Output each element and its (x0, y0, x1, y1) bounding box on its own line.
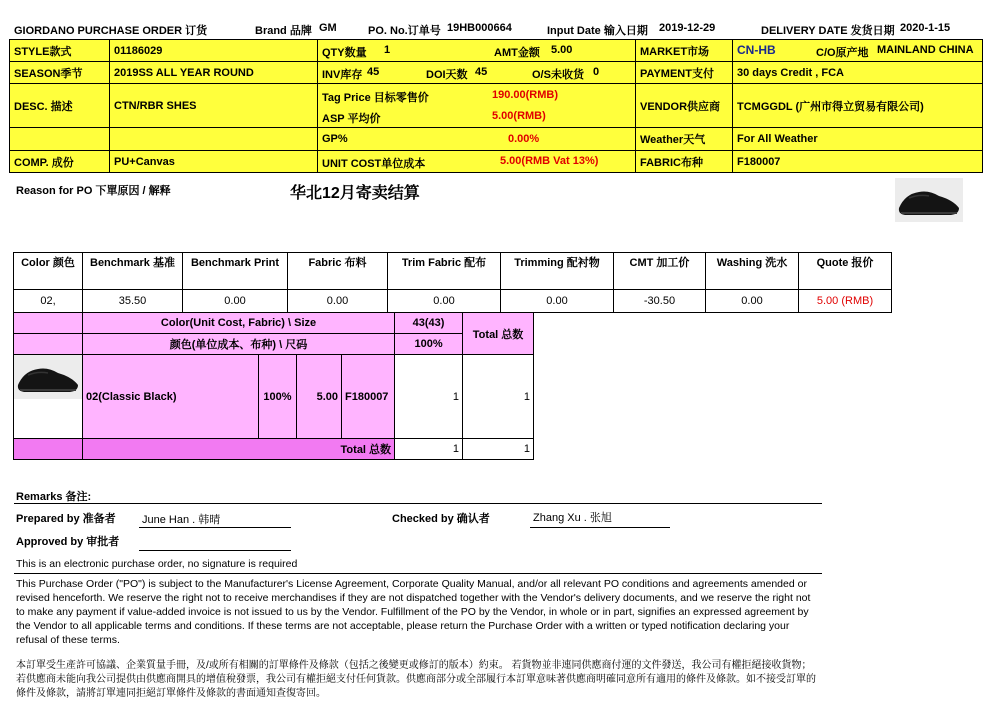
gp-value: 0.00% (508, 133, 540, 145)
bench-header: Benchmark 基准 (83, 253, 183, 290)
style-value: 01186029 (110, 40, 318, 62)
size-corner-cell-2 (14, 334, 83, 355)
comp-label: COMP. 成份 (10, 151, 110, 173)
unit-cost-cell (318, 151, 636, 173)
empty-value-cell (110, 128, 318, 151)
size-pct: 100% (395, 334, 463, 355)
po-header (14, 22, 974, 36)
bench-value: -30.50 (614, 290, 706, 313)
checked-value: Zhang Xu . 张旭 (533, 512, 612, 524)
market-origin-cell (733, 40, 983, 62)
fabric-label: FABRIC布种 (636, 151, 733, 173)
brand-label: Brand 品牌 (255, 25, 312, 37)
input-date-label: Input Date 输入日期 (547, 25, 648, 37)
asp-label: ASP 平均价 (322, 113, 381, 125)
origin-value: MAINLAND CHINA (877, 44, 974, 56)
price-cell (318, 84, 636, 128)
bench-value: 0.00 (288, 290, 388, 313)
row-color: 02(Classic Black) (83, 355, 259, 439)
desc-value: CTN/RBR SHES (110, 84, 318, 128)
doi-label: DOI天数 (426, 69, 468, 81)
bench-value: 02, (14, 290, 83, 313)
doi-value: 45 (475, 66, 488, 78)
bench-header: Benchmark Print (183, 253, 288, 290)
po-info-grid (9, 39, 983, 173)
qty-value: 1 (384, 44, 391, 56)
payment-value: 30 days Credit , FCA (733, 62, 983, 84)
shoe-thumbnail (14, 355, 82, 399)
benchmark-value-row (14, 290, 892, 313)
bench-header: Trim Fabric 配布 (388, 253, 501, 290)
tag-price-label: Tag Price 目标零售价 (322, 92, 429, 104)
approved-label: Approved by 审批者 (16, 536, 120, 548)
row-cost: 5.00 (297, 355, 342, 439)
amt-label: AMT金额 (494, 47, 540, 59)
remarks-rule (14, 503, 822, 504)
prepared-value: June Han . 韩晴 (142, 514, 221, 526)
bench-header: Quote 报价 (799, 253, 892, 290)
bench-header: Fabric 布料 (288, 253, 388, 290)
vendor-value: TCMGGDL (广州市得立贸易有限公司) (733, 84, 983, 128)
asp-value: 5.00(RMB) (492, 110, 546, 122)
payment-label: PAYMENT支付 (636, 62, 733, 84)
benchmark-header-row (14, 253, 892, 290)
approved-underline (139, 550, 291, 551)
total-corner-cell (14, 439, 83, 460)
reason-label: Reason for PO 下單原因 / 解释 (16, 185, 171, 197)
footer-total-label: Total 总数 (83, 439, 395, 460)
size-header-cn: 颜色(单位成本、布种) \ 尺码 (83, 334, 395, 355)
brand-value: GM (319, 22, 337, 34)
comp-value: PU+Canvas (110, 151, 318, 173)
checked-underline (530, 527, 670, 528)
bench-header: CMT 加工价 (614, 253, 706, 290)
size-label: 43(43) (395, 313, 463, 334)
po-title: GIORDANO PURCHASE ORDER 订货 (14, 25, 208, 37)
prepared-underline (139, 527, 291, 528)
input-date-value: 2019-12-29 (659, 22, 716, 34)
row-fabric: F180007 (342, 355, 395, 439)
market-label: MARKET市场 (636, 40, 733, 62)
gp-label: GP% (322, 133, 348, 145)
market-value: CN-HB (737, 43, 776, 57)
legal-english: This Purchase Order ("PO") is subject to the Manufacturer's License Agreement, Corporate Quality Manual, and/or all relevant PO conditions and agreements amended or revised henceforth. We reserve the right not to receive merchandises if they are not dispatched together with the Vendor's delivery documents, and we reserve the right not to make any payment if value-added invoice is not issued to us by the Vendor. Fulfillment of the PO by the Vendor, in whole or in part, signifies an expressed agreement by the Vendor to all applicable terms and conditions. If these terms are not acceptable, please return the Purchase Order with a written or typed notification declaring your refusal of these terms. (16, 578, 811, 646)
bench-value: 0.00 (388, 290, 501, 313)
reason-value: 华北12月寄卖结算 (290, 185, 420, 202)
bench-value: 0.00 (501, 290, 614, 313)
inv-label: INV库存 (322, 69, 363, 81)
size-header-en: Color(Unit Cost, Fabric) \ Size (83, 313, 395, 334)
qty-label: QTY数量 (322, 47, 367, 59)
season-value: 2019SS ALL YEAR ROUND (110, 62, 318, 84)
legal-chinese: 本訂單受生產許可協議、企業質量手冊，及/或所有相關的訂單條件及條款（包括之後變更或修訂的版本）約束。 若貨物並非連同供應商付運的文件發送，我公司有權拒絕接收貨物；若供應商未能向我公司提供由供應商開具的增值稅發票，我公司有權拒絕支付任何貨款。供應商部分或全部履行本訂單意味著供應商明確同意所有適用的條件及條款。如不接受訂單的條件及條款，請將訂單連同拒絕訂單條件及條款的書面通知查復寄回。 (16, 660, 816, 699)
footer-total: 1 (463, 439, 534, 460)
size-row (14, 355, 534, 439)
po-number-label: PO. No.订单号 (368, 25, 441, 37)
remarks-label: Remarks 备注: (16, 491, 92, 503)
bench-value: 0.00 (183, 290, 288, 313)
inv-value: 45 (367, 66, 380, 78)
qty-amt-cell (318, 40, 636, 62)
total-header: Total 总数 (463, 313, 534, 355)
row-qty: 1 (395, 355, 463, 439)
weather-label: Weather天气 (636, 128, 733, 151)
unit-cost-value: 5.00(RMB Vat 13%) (500, 155, 599, 167)
size-breakdown-table (13, 312, 534, 460)
vendor-label: VENDOR供应商 (636, 84, 733, 128)
bench-header: Color 颜色 (14, 253, 83, 290)
os-value: 0 (593, 66, 600, 78)
bench-value: 0.00 (706, 290, 799, 313)
weather-value: For All Weather (733, 128, 983, 151)
bench-quote-value: 5.00 (RMB) (799, 290, 892, 313)
bench-value: 35.50 (83, 290, 183, 313)
inventory-cell (318, 62, 636, 84)
bench-header: Trimming 配衬物 (501, 253, 614, 290)
size-total-row (14, 439, 534, 460)
amt-value: 5.00 (551, 44, 573, 56)
benchmark-table (13, 252, 892, 313)
shoe-photo (895, 178, 963, 222)
size-corner-cell (14, 313, 83, 334)
empty-label-cell (10, 128, 110, 151)
po-number-value: 19HB000664 (447, 22, 512, 34)
checked-label: Checked by 确认者 (392, 513, 490, 525)
bench-header: Washing 洗水 (706, 253, 799, 290)
prepared-label: Prepared by 准备者 (16, 513, 116, 525)
delivery-date-value: 2020-1-15 (900, 22, 951, 34)
fabric-value: F180007 (733, 151, 983, 173)
season-label: SEASON季节 (10, 62, 110, 84)
gp-cell (318, 128, 636, 151)
electronic-note: This is an electronic purchase order, no signature is required (16, 558, 298, 570)
delivery-date-label: DELIVERY DATE 发货日期 (761, 25, 895, 37)
origin-label: C/O原产地 (816, 47, 869, 59)
desc-label: DESC. 描述 (10, 84, 110, 128)
size-row-photo-cell (14, 355, 83, 439)
os-label: O/S未收货 (532, 69, 584, 81)
style-label: STYLE款式 (10, 40, 110, 62)
row-pct: 100% (259, 355, 297, 439)
row-total: 1 (463, 355, 534, 439)
footer-qty: 1 (395, 439, 463, 460)
unit-cost-label: UNIT COST单位成本 (322, 158, 426, 170)
legal-rule (14, 573, 822, 574)
tag-price-value: 190.00(RMB) (492, 89, 559, 101)
